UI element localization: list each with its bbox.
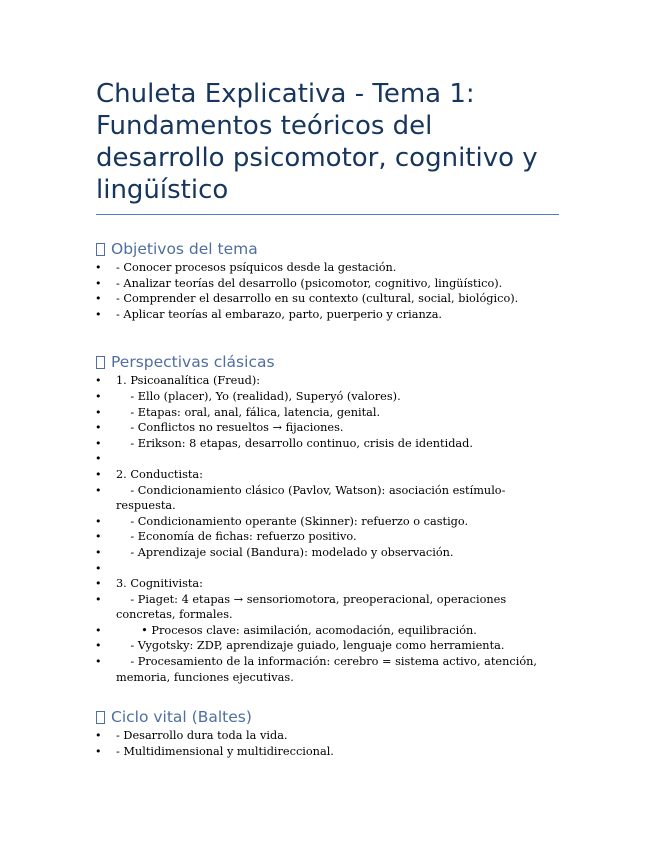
list-item: • - Conflictos no resueltos → fijaciones. [96,420,559,436]
list-item: • - Economía de fichas: refuerzo positivo. [96,529,559,545]
list-item: • - Comprender el desarrollo en su contexto (cultural, social, biológico). [96,291,559,307]
section-list [96,260,559,322]
list-item: • - Conocer procesos psíquicos desde la gestación. [96,260,559,276]
list-item [96,561,559,577]
section-objetivos [96,239,559,322]
list-item: • - Desarrollo dura toda la vida. [96,728,559,744]
list-item: • - Erikson: 8 etapas, desarrollo continuo, crisis de identidad. [96,436,559,452]
document-page [96,78,559,759]
placeholder-box-icon [96,243,105,256]
list-item: • • Procesos clave: asimilación, acomodación, equilibración. [96,623,559,639]
section-list [96,728,559,759]
list-item: • 1. Psicoanalítica (Freud): [96,373,559,389]
list-item: • - Piaget: 4 etapas → sensoriomotora, preoperacional, operaciones concretas, formales. [96,592,559,623]
list-item: • - Etapas: oral, anal, fálica, latencia, genital. [96,405,559,421]
list-item: • - Condicionamiento clásico (Pavlov, Watson): asociación estímulo-respuesta. [96,483,559,514]
list-item: • - Analizar teorías del desarrollo (psicomotor, cognitivo, lingüístico). [96,276,559,292]
list-item [96,451,559,467]
section-heading-text: Objetivos del tema [111,240,258,258]
list-item: • - Procesamiento de la información: cerebro = sistema activo, atención, memoria, funciones ejecutivas. [96,654,559,685]
document-title: Chuleta Explicativa - Tema 1: Fundamentos teóricos del desarrollo psicomotor, cognitivo y lingüístico [96,78,559,215]
list-item: • 3. Cognitivista: [96,576,559,592]
list-item: • - Vygotsky: ZDP, aprendizaje guiado, lenguaje como herramienta. [96,638,559,654]
placeholder-box-icon [96,356,105,369]
section-heading [96,352,559,372]
list-item: • 2. Conductista: [96,467,559,483]
section-heading-text: Ciclo vital (Baltes) [111,708,252,727]
section-heading [96,239,559,259]
list-item: • - Multidimensional y multidireccional. [96,744,559,760]
list-item: • - Ello (placer), Yo (realidad), Superyó (valores). [96,389,559,405]
list-item: • - Aplicar teorías al embarazo, parto, puerperio y crianza. [96,307,559,323]
list-item: • - Aprendizaje social (Bandura): modelado y observación. [96,545,559,561]
section-ciclo-vital [96,707,559,759]
section-perspectivas [96,352,559,685]
section-list [96,373,559,685]
section-heading-text: Perspectivas clásicas [111,353,275,372]
list-item: • - Condicionamiento operante (Skinner): refuerzo o castigo. [96,514,559,530]
section-heading [96,707,559,727]
placeholder-box-icon [96,711,105,724]
